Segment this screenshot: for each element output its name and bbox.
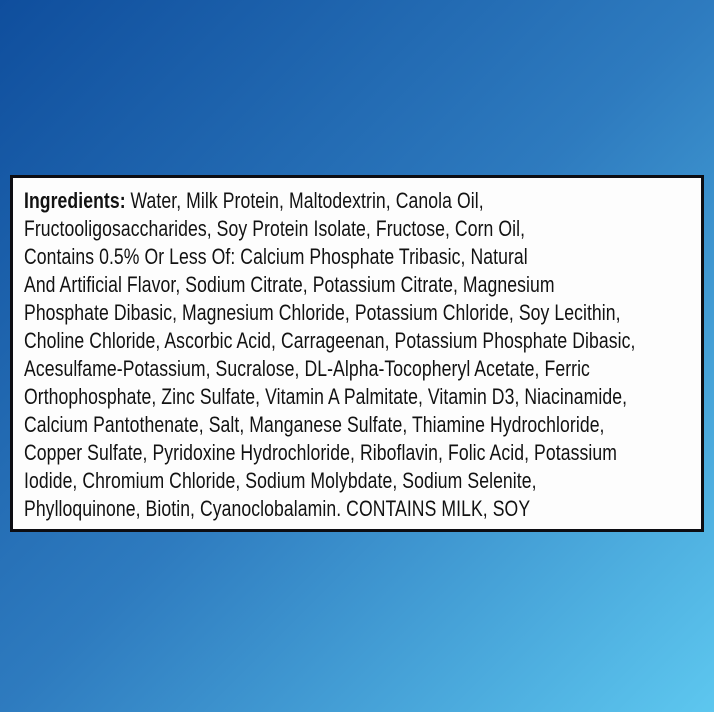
ingredients-line-4: And Artificial Flavor, Sodium Citrate, Potassium Citrate, Magnesium bbox=[24, 272, 555, 297]
ingredients-line-11: Iodide, Chromium Chloride, Sodium Molybdate, Sodium Selenite, bbox=[24, 468, 537, 493]
ingredients-line-12: Phylloquinone, Biotin, Cyanoclobalamin. CONTAINS MILK, SOY bbox=[24, 496, 531, 521]
ingredients-heading: Ingredients: bbox=[24, 188, 126, 213]
ingredients-line-10: Copper Sulfate, Pyridoxine Hydrochloride, Riboflavin, Folic Acid, Potassium bbox=[24, 440, 617, 465]
ingredients-text bbox=[24, 187, 701, 523]
ingredients-line-2: Fructooligosaccharides, Soy Protein Isolate, Fructose, Corn Oil, bbox=[24, 216, 526, 241]
ingredients-line-5: Phosphate Dibasic, Magnesium Chloride, Potassium Chloride, Soy Lecithin, bbox=[24, 300, 621, 325]
ingredients-line-1-text: Water, Milk Protein, Maltodextrin, Canola Oil, bbox=[130, 188, 484, 213]
ingredients-line-3: Contains 0.5% Or Less Of: Calcium Phosphate Tribasic, Natural bbox=[24, 244, 528, 269]
ingredients-line-1 bbox=[24, 187, 701, 215]
ingredients-line-7: Acesulfame-Potassium, Sucralose, DL-Alpha-Tocopheryl Acetate, Ferric bbox=[24, 356, 590, 381]
ingredients-line-6: Choline Chloride, Ascorbic Acid, Carrageenan, Potassium Phosphate Dibasic, bbox=[24, 328, 636, 353]
ingredients-line-8: Orthophosphate, Zinc Sulfate, Vitamin A Palmitate, Vitamin D3, Niacinamide, bbox=[24, 384, 628, 409]
ingredients-line-9: Calcium Pantothenate, Salt, Manganese Sulfate, Thiamine Hydrochloride, bbox=[24, 412, 605, 437]
ingredients-label bbox=[10, 175, 704, 532]
